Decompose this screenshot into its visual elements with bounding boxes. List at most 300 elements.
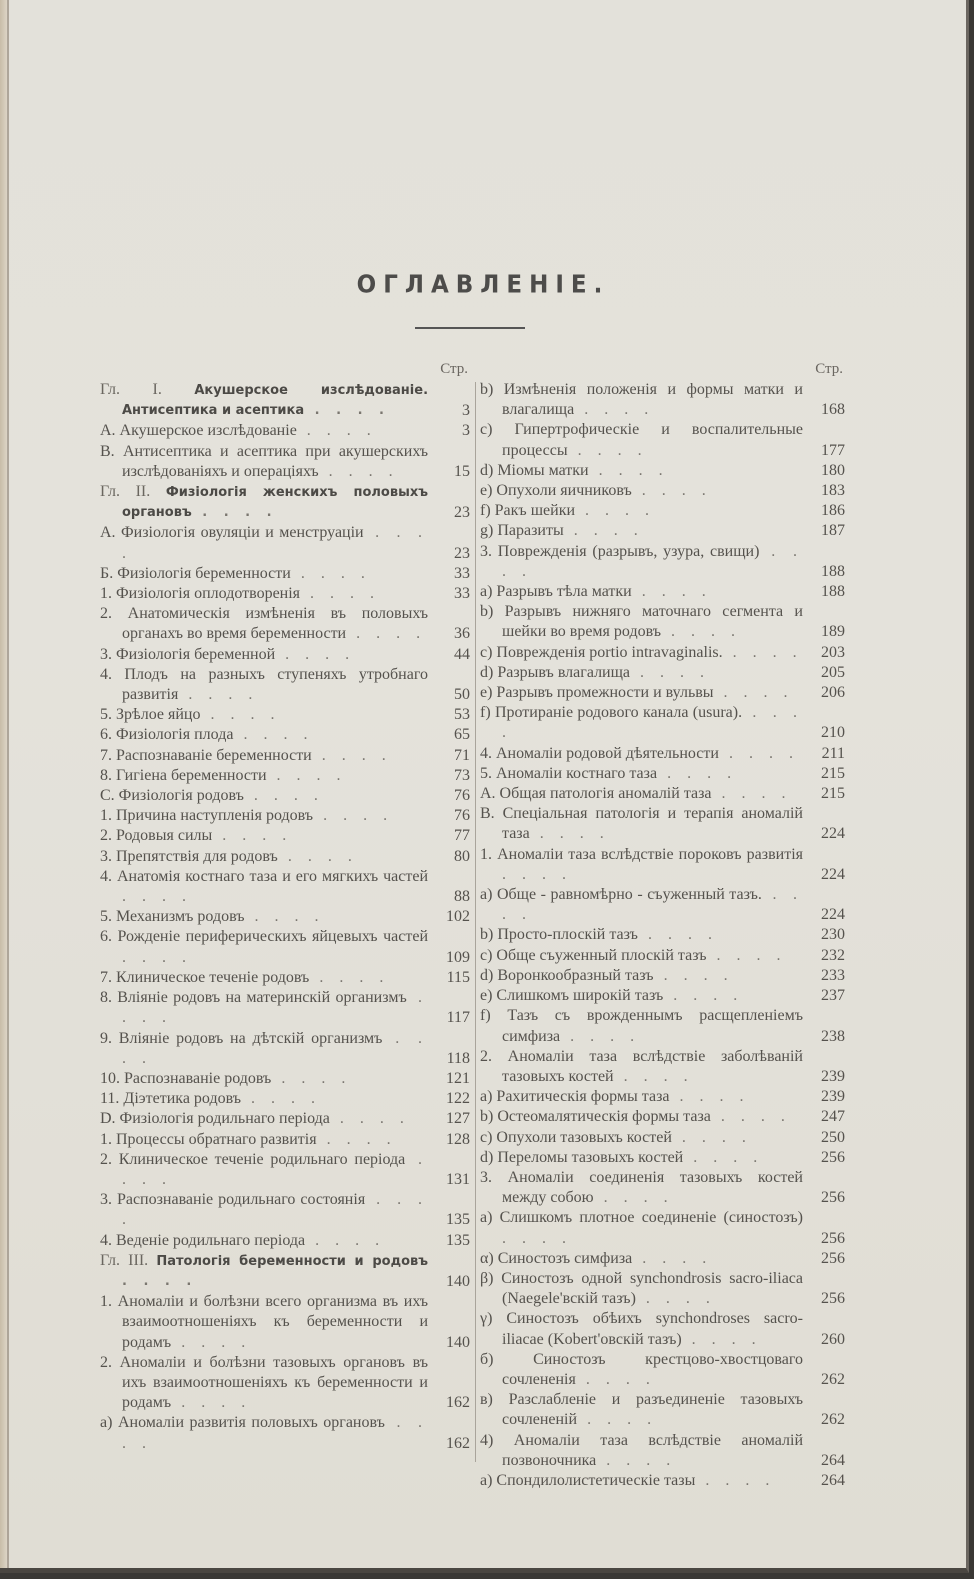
toc-entry-title <box>480 1148 845 1168</box>
page-number: 264 <box>821 1471 845 1489</box>
toc-entry <box>100 1069 470 1089</box>
toc-entry-text: a) Аномаліи развитія половыхъ органовъ <box>100 1414 385 1432</box>
page-number: 162 <box>446 1394 470 1412</box>
dot-leader: . . . . <box>588 461 669 479</box>
toc-entry <box>100 988 470 1028</box>
page-number: 256 <box>821 1148 845 1166</box>
toc-entry <box>100 482 470 523</box>
toc-entry-text: d) Воронкообразный тазъ <box>480 966 654 984</box>
toc-entry-text: 2. Аномаліи таза вслѣдствіе заболѣваній тазовыхъ костей <box>480 1047 803 1085</box>
toc-entry-text: 5. Механизмъ родовъ <box>100 908 245 926</box>
toc-entry <box>480 1107 845 1127</box>
toc-entry-text: 4. Анатомія костнаго таза и его мягкихъ частей <box>100 867 428 885</box>
toc-entry-text: c) Гипертрофическіе и воспалительные процессы <box>480 421 803 459</box>
toc-entry <box>100 1130 470 1150</box>
dot-leader: . . . . <box>241 1090 322 1108</box>
toc-entry-title <box>100 1251 470 1292</box>
toc-entry <box>100 665 470 705</box>
dot-leader: . . . . <box>191 505 278 521</box>
toc-entry <box>480 420 845 460</box>
toc-entry <box>100 421 470 441</box>
page-number: 230 <box>821 926 845 944</box>
toc-entry-text: a) Обще - равномѣрно - съуженный тазъ. <box>480 886 762 904</box>
dot-leader: . . . . <box>502 865 572 883</box>
toc-entry-title <box>100 988 470 1028</box>
title-rule <box>415 327 525 329</box>
toc-entry-text: b) Разрывъ нижняго маточнаго сегмента и шейки во время родовъ <box>480 603 803 641</box>
toc-entry-title <box>480 663 845 683</box>
toc-entry-text: 2. Анатомическія измѣненія въ половыхъ органахъ во время беременности <box>100 605 428 643</box>
toc-entry-title <box>480 1249 845 1269</box>
toc-entry-text: c) Опухоли тазовыхъ костей <box>480 1128 672 1146</box>
toc-entry <box>480 521 845 541</box>
dot-leader: . . . . <box>663 987 744 1005</box>
toc-entry-text: a) Разрывъ тѣла матки <box>480 583 632 601</box>
dot-leader: . . . . <box>233 726 314 744</box>
toc-entry-title <box>100 1190 470 1230</box>
toc-entry <box>100 705 470 725</box>
page-number: 118 <box>446 1049 470 1067</box>
toc-entry <box>480 1350 845 1390</box>
page-gutter <box>0 0 7 1568</box>
toc-entry <box>480 784 845 804</box>
page-number: 127 <box>446 1110 470 1128</box>
page-number: 15 <box>454 462 470 480</box>
toc-entry-text: g) Паразиты <box>480 522 564 540</box>
dot-leader: . . . . <box>122 1414 429 1452</box>
column-divider <box>475 382 476 1462</box>
toc-entry <box>100 867 470 907</box>
page-number: 206 <box>821 684 845 702</box>
toc-entry <box>100 806 470 826</box>
toc-entry-title <box>480 1006 845 1046</box>
dot-leader: . . . . <box>502 542 803 580</box>
dot-leader: . . . . <box>593 1189 674 1207</box>
toc-entry-text: 3. Распознаваніе родильнаго состоянія <box>100 1191 366 1209</box>
page-number: 250 <box>821 1128 845 1146</box>
toc-entry-text: d) Переломы тазовыхъ костей <box>480 1148 684 1166</box>
toc-entry <box>480 542 845 582</box>
toc-entry <box>480 946 845 966</box>
toc-entry-text: C. Физіологія родовъ <box>100 787 244 805</box>
toc-entry-text: б) Синостозъ крестцово-хвостцоваго сочлененія <box>480 1350 803 1388</box>
dot-leader: . . . . <box>502 704 804 742</box>
toc-entry <box>100 584 470 604</box>
toc-entry-title <box>480 1309 845 1349</box>
toc-entry-title <box>100 442 470 482</box>
toc-entry-text: f) Протираніе родового канала (usura). <box>480 704 743 722</box>
toc-entry <box>480 744 845 764</box>
page-number: 77 <box>454 827 470 845</box>
toc-entry <box>480 1269 845 1309</box>
toc-entry <box>100 523 470 563</box>
page-number: 115 <box>446 968 470 986</box>
page-number: 23 <box>454 504 470 522</box>
dot-leader: . . . . <box>329 1110 410 1128</box>
chapter-prefix: Гл. II. <box>100 483 166 501</box>
toc-entry-title <box>100 705 470 725</box>
toc-entry-text: 1. Аномаліи и болѣзни всего организма въ ихъ взаимоотношеніяхъ къ беременности и родамъ <box>100 1293 428 1351</box>
toc-entry-text: 7. Распознаваніе беременности <box>100 746 312 764</box>
dot-leader: . . . . <box>574 401 655 419</box>
toc-entry-title <box>480 521 845 541</box>
toc-entry <box>480 885 845 925</box>
toc-entry <box>480 925 845 945</box>
toc-entry <box>480 1390 845 1430</box>
dot-leader: . . . . <box>681 1330 762 1348</box>
toc-entry <box>100 725 470 745</box>
toc-entry <box>480 703 845 743</box>
dot-leader: . . . . <box>722 643 803 661</box>
toc-entry <box>100 1190 470 1230</box>
toc-entry-title <box>480 703 845 743</box>
toc-entry <box>480 481 845 501</box>
toc-entry-text: c) Поврежденія portio intravaginalis. <box>480 643 723 661</box>
page-number: 232 <box>821 946 845 964</box>
toc-entry-title <box>100 665 470 705</box>
dot-leader: . . . . <box>567 441 648 459</box>
toc-entry-title <box>100 1029 470 1069</box>
toc-entry-text: 2. Аномаліи и болѣзни тазовыхъ органовъ въ ихъ взаимоотношеніяхъ къ беременности и родамъ <box>100 1353 428 1412</box>
toc-entry-text: 6. Рожденіе периферическихъ яйцевыхъ частей <box>100 928 428 946</box>
toc-entry-text: 4. Веденіе родильнаго періода <box>100 1231 306 1249</box>
dot-leader: . . . . <box>710 1108 791 1126</box>
toc-entry-title <box>480 1047 845 1087</box>
dot-leader: . . . . <box>661 623 742 641</box>
dot-leader: . . . . <box>290 564 371 582</box>
dot-leader: . . . . <box>243 787 324 805</box>
toc-entry-text: 3. Поврежденія (разрывъ, узура, свищи) <box>480 542 760 560</box>
dot-leader: . . . . <box>178 686 259 704</box>
toc-entry-text: 1. Физіологія оплодотворенія <box>100 585 301 603</box>
toc-entry <box>480 1431 845 1471</box>
page-number: 135 <box>446 1211 470 1229</box>
page-number: 211 <box>821 744 845 762</box>
toc-entry-text: 8. Вліяніе родовъ на материнскій организмъ <box>100 989 407 1007</box>
toc-entry-title <box>100 1130 470 1150</box>
toc-entry-title <box>100 380 470 421</box>
toc-entry <box>100 645 470 665</box>
toc-entry <box>480 602 845 642</box>
page-number: 188 <box>821 583 845 601</box>
toc-entry <box>480 643 845 663</box>
toc-entry-title <box>480 420 845 460</box>
toc-entry-title <box>100 766 470 786</box>
page-number: 239 <box>821 1067 845 1085</box>
page-column-label: Стр. <box>440 361 468 377</box>
toc-entry-title <box>100 786 470 806</box>
toc-entry <box>100 1109 470 1129</box>
toc-entry <box>480 663 845 683</box>
toc-entry-text: a) Рахитическія формы таза <box>480 1088 670 1106</box>
toc-entry-title <box>100 867 470 907</box>
page-number: 239 <box>821 1088 845 1106</box>
dot-leader: . . . . <box>122 989 428 1027</box>
dot-leader: . . . . <box>122 524 429 562</box>
toc-entry <box>100 766 470 786</box>
toc-entry-title <box>100 1292 470 1353</box>
toc-entry-text: 9. Вліяніе родовъ на дѣтскій организмъ <box>100 1029 383 1047</box>
dot-leader: . . . . <box>296 422 377 440</box>
toc-entry-title <box>480 885 845 925</box>
toc-entry-title <box>480 784 845 804</box>
toc-entry-title <box>100 584 470 604</box>
page-number: 186 <box>821 502 845 520</box>
dot-leader: . . . . <box>575 502 656 520</box>
dot-leader: . . . . <box>212 827 293 845</box>
toc-entry-title <box>100 806 470 826</box>
toc-entry-text: a) Спондилолистетическіе тазы <box>480 1471 696 1489</box>
dot-leader: . . . . <box>657 764 738 782</box>
page-number: 162 <box>446 1434 470 1452</box>
toc-entry-title <box>480 1471 845 1491</box>
toc-entry-text: 4) Аномаліи таза вслѣдствіе аномалій позвоночника <box>480 1431 803 1469</box>
dot-leader: . . . . <box>635 1290 716 1308</box>
toc-entry-text: γ) Синостозъ обѣихъ synchondroses sacro-iliacae (Kobert'овскій тазъ) <box>480 1310 803 1348</box>
page-number: 189 <box>821 623 845 641</box>
toc-entry <box>100 927 470 967</box>
toc-entry-text: 10. Распознаваніе родовъ <box>100 1069 272 1087</box>
dot-leader: . . . . <box>311 746 392 764</box>
toc-entry-title <box>100 826 470 846</box>
toc-entry <box>100 442 470 482</box>
dot-leader: . . . . <box>171 1394 252 1412</box>
toc-entry-title <box>480 461 845 481</box>
page-number: 135 <box>446 1231 470 1249</box>
dot-leader: . . . . <box>671 1128 752 1146</box>
toc-entry-title <box>480 986 845 1006</box>
page-number: 262 <box>821 1411 845 1429</box>
page-number: 237 <box>821 987 845 1005</box>
toc-entry <box>100 968 470 988</box>
toc-entry-title <box>480 764 845 784</box>
toc-entry-title <box>480 1269 845 1309</box>
toc-entry-title <box>480 946 845 966</box>
page-number: 76 <box>454 807 470 825</box>
toc-entry <box>480 1128 845 1148</box>
page-title: ОГЛАВЛЕНІЕ. <box>356 270 610 300</box>
toc-entry <box>480 1087 845 1107</box>
dot-leader: . . . . <box>122 1150 429 1188</box>
toc-entry-text: 1. Аномаліи таза вслѣдствіе пороковъ развитія <box>480 845 803 863</box>
toc-entry-text: B. Антисептика и асептика при акушерскихъ изслѣдованіяхъ и операціяхъ <box>100 442 428 480</box>
toc-entry-title <box>100 421 470 441</box>
page-number: 224 <box>821 906 845 924</box>
dot-leader: . . . . <box>529 825 610 843</box>
toc-entry <box>100 604 470 644</box>
dot-leader: . . . . <box>318 462 399 480</box>
toc-entry-title <box>100 927 470 967</box>
dot-leader: . . . . <box>631 583 712 601</box>
dot-leader: . . . . <box>122 1273 198 1289</box>
page-number: 262 <box>821 1370 845 1388</box>
dot-leader: . . . . <box>309 968 390 986</box>
toc-entry-text: 11. Діэтетика родовъ <box>100 1090 242 1108</box>
toc-entry-text: d) Разрывъ влагалища <box>480 663 631 681</box>
toc-entry-title <box>480 744 845 764</box>
chapter-prefix: Гл. I. <box>100 381 195 398</box>
page-number: 131 <box>446 1170 470 1188</box>
page-number: 188 <box>821 562 845 580</box>
toc-entry-text: 7. Клиническое теченіе родовъ <box>100 968 310 986</box>
toc-entry-title <box>100 847 470 867</box>
toc-entry-text: Физіологія женскихъ половыхъ органовъ <box>122 485 429 521</box>
toc-entry-title <box>480 925 845 945</box>
toc-entry-text: 3. Препятствія для родовъ <box>100 847 278 865</box>
toc-entry <box>480 1148 845 1168</box>
toc-entry <box>480 1249 845 1269</box>
toc-entry-title <box>480 1350 845 1390</box>
toc-entry-title <box>480 1431 845 1471</box>
dot-leader: . . . . <box>122 1191 429 1229</box>
toc-entry <box>480 1006 845 1046</box>
toc-entry-title <box>100 1069 470 1089</box>
toc-entry-text: D. Физіологія родильнаго періода <box>100 1110 330 1128</box>
toc-entry <box>480 764 845 784</box>
toc-entry-text: b) Остеомалятическія формы таза <box>480 1108 711 1126</box>
dot-leader: . . . . <box>713 684 794 702</box>
page-number: 121 <box>446 1069 470 1087</box>
dot-leader: . . . . <box>613 1067 694 1085</box>
page-number: 205 <box>821 663 845 681</box>
toc-entry-title <box>480 683 845 703</box>
dot-leader: . . . . <box>305 1231 386 1249</box>
toc-entry <box>480 1471 845 1491</box>
toc-entry <box>100 1029 470 1069</box>
page-number: 256 <box>821 1229 845 1247</box>
toc-entry-text: A. Акушерское изслѣдованіе <box>100 422 297 440</box>
dot-leader: . . . . <box>653 966 734 984</box>
toc-entry-text: 2. Родовыя силы <box>100 827 213 845</box>
page-number: 247 <box>821 1108 845 1126</box>
page-column-label: Стр. <box>815 361 843 377</box>
toc-entry-title <box>480 1087 845 1107</box>
toc-entry <box>480 845 845 885</box>
dot-leader: . . . . <box>706 946 787 964</box>
toc-entry-title <box>480 1168 845 1208</box>
dot-leader: . . . . <box>304 403 390 419</box>
toc-entry-text: 1. Процессы обратнаго развитія <box>100 1130 317 1148</box>
page-number: 238 <box>821 1027 845 1045</box>
toc-entry-title <box>480 1208 845 1248</box>
chapter-prefix: Гл. III. <box>100 1251 157 1269</box>
page-number: 109 <box>446 948 470 966</box>
dot-leader: . . . . <box>300 585 381 603</box>
toc-entry-title <box>480 380 845 420</box>
toc-entry-text: 5. Аномаліи костнаго таза <box>480 764 658 782</box>
page-number: 256 <box>821 1249 845 1267</box>
toc-entry-text: 4. Плодъ на разныхъ ступеняхъ утробнаго развитія <box>100 665 428 704</box>
toc-entry <box>480 461 845 481</box>
toc-entry-title <box>100 1150 470 1190</box>
toc-entry-text: 3. Физіологія беременной <box>100 645 276 663</box>
dot-leader: . . . . <box>316 1130 397 1148</box>
toc-entry-text: A. Физіологія овуляціи и менструаціи <box>100 524 364 542</box>
page-number: 210 <box>821 724 845 742</box>
toc-entry-title <box>100 725 470 745</box>
page-number: 71 <box>454 746 470 764</box>
page-number: 215 <box>821 764 845 782</box>
dot-leader: . . . . <box>577 1411 658 1429</box>
toc-entry-title <box>480 602 845 642</box>
toc-entry-title <box>480 845 845 885</box>
toc-entry <box>480 1168 845 1208</box>
toc-entry <box>100 1353 470 1414</box>
toc-entry-text: 3. Аномаліи соединенія тазовыхъ костей между собою <box>480 1168 803 1207</box>
toc-entry <box>100 1150 470 1190</box>
toc-entry <box>480 966 845 986</box>
toc-entry-title <box>100 968 470 988</box>
toc-entry <box>100 380 470 421</box>
dot-leader: . . . . <box>711 785 792 803</box>
toc-entry-text: b) Измѣненія положенія и формы матки и влагалища <box>480 381 803 419</box>
dot-leader: . . . . <box>122 888 192 906</box>
toc-entry <box>100 1251 470 1292</box>
dot-leader: . . . . <box>630 663 711 681</box>
page-number: 122 <box>446 1090 470 1108</box>
dot-leader: . . . . <box>271 1069 352 1087</box>
toc-entry <box>480 683 845 703</box>
dot-leader: . . . . <box>695 1471 776 1489</box>
toc-entry-text: 4. Аномаліи родовой дѣятельности <box>480 744 719 762</box>
page-number: 50 <box>454 686 470 704</box>
page-number: 233 <box>821 966 845 984</box>
toc-entry-text: в) Разслабленіе и разъединеніе тазовыхъ сочлененій <box>480 1391 803 1429</box>
toc-entry-text: d) Міомы матки <box>480 461 589 479</box>
toc-entry-title <box>480 582 845 602</box>
toc-entry <box>100 1231 470 1251</box>
toc-entry-title <box>480 501 845 521</box>
page-number: 23 <box>454 544 470 562</box>
toc-entry-text: c) Обще съуженный плоскій тазъ <box>480 946 707 964</box>
toc-entry-title <box>100 564 470 584</box>
page-number: 65 <box>454 726 470 744</box>
toc-entry-text: e) Опухоли яичниковъ <box>480 482 632 500</box>
toc-entry <box>100 564 470 584</box>
toc-entry-text: e) Слишкомъ широкій тазъ <box>480 987 664 1005</box>
dot-leader: . . . . <box>563 522 644 540</box>
page-number: 140 <box>446 1333 470 1351</box>
page-number: 224 <box>821 825 845 843</box>
page-number: 53 <box>454 706 470 724</box>
dot-leader: . . . . <box>122 1029 428 1067</box>
toc-entry-title <box>100 1413 470 1453</box>
toc-entry <box>480 1309 845 1349</box>
page-number: 33 <box>454 585 470 603</box>
toc-entry-text: Патологія беременности и родовъ <box>156 1253 428 1269</box>
toc-entry <box>100 746 470 766</box>
toc-entry-title <box>100 482 470 523</box>
dot-leader: . . . . <box>171 1333 252 1351</box>
toc-entry-title <box>480 1107 845 1127</box>
toc-entry-title <box>100 523 470 563</box>
dot-leader: . . . . <box>596 1451 677 1469</box>
dot-leader: . . . . <box>502 886 803 924</box>
toc-entry-title <box>480 1128 845 1148</box>
toc-entry-title <box>100 604 470 644</box>
dot-leader: . . . . <box>718 744 799 762</box>
toc-entry-title <box>480 542 845 582</box>
toc-entry-title <box>100 746 470 766</box>
toc-entry <box>100 1089 470 1109</box>
toc-entry-text: B. Спеціальная патологія и терапія аномалій таза <box>480 805 803 843</box>
dot-leader: . . . . <box>560 1027 641 1045</box>
page-number: 3 <box>462 402 470 420</box>
dot-leader: . . . . <box>122 948 192 966</box>
toc-entry-text: 1. Причина наступленія родовъ <box>100 807 314 825</box>
page-number: 215 <box>821 785 845 803</box>
toc-entry-title <box>100 1353 470 1414</box>
